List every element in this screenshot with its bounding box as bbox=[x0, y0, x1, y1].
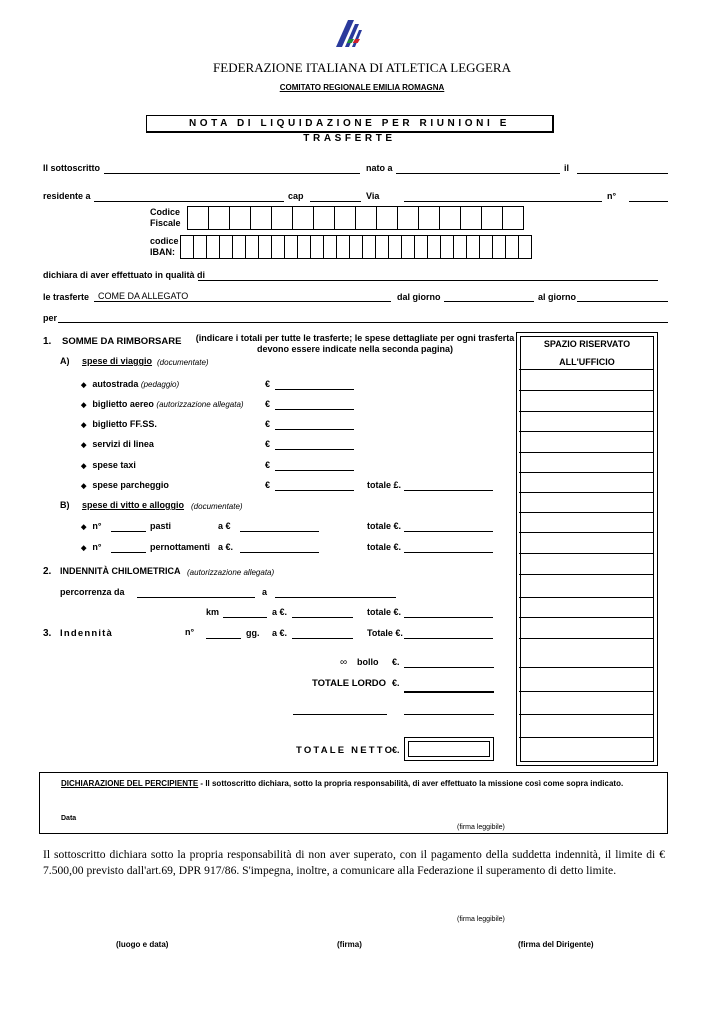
n-label: n° bbox=[92, 542, 102, 552]
declaration-text bbox=[61, 778, 623, 789]
per-field[interactable] bbox=[58, 322, 668, 323]
euro-sign: € bbox=[265, 439, 271, 449]
fidal-logo bbox=[334, 20, 374, 48]
luogo-data-label: (luogo e data) bbox=[116, 940, 169, 949]
nato-a-label: nato a bbox=[366, 163, 393, 173]
bollo-field[interactable] bbox=[404, 667, 494, 668]
percorrenza-to-field[interactable] bbox=[275, 597, 396, 598]
pernottamenti-total-field[interactable] bbox=[404, 552, 493, 553]
pasti-label: pasti bbox=[150, 521, 172, 531]
pasti-currency: a € bbox=[218, 521, 231, 531]
ffss-amount-field[interactable] bbox=[275, 429, 354, 430]
km-field[interactable] bbox=[223, 617, 267, 618]
indennita-total-field[interactable] bbox=[404, 638, 493, 639]
km-total-label: totale €. bbox=[367, 607, 402, 617]
indennita-rate-label: a €. bbox=[272, 628, 288, 638]
office-row bbox=[519, 597, 653, 598]
section-a-title: spese di viaggio bbox=[82, 356, 153, 366]
declaration-signature-label: (firma leggibile) bbox=[457, 824, 505, 831]
pernottamenti-count-field[interactable] bbox=[111, 552, 146, 553]
pasti-amount-field[interactable] bbox=[240, 531, 319, 532]
section-b-note: (documentate) bbox=[191, 502, 243, 511]
item-biglietto-ffss bbox=[81, 419, 157, 431]
residente-field[interactable] bbox=[94, 201, 284, 202]
km-label: km bbox=[206, 607, 220, 617]
office-row bbox=[519, 574, 653, 575]
office-row bbox=[519, 737, 653, 738]
office-title-1: SPAZIO RISERVATO bbox=[543, 339, 631, 349]
dal-giorno-field[interactable] bbox=[444, 301, 534, 302]
extra-field-1[interactable] bbox=[293, 714, 387, 715]
totale-lordo-field[interactable] bbox=[404, 691, 494, 693]
n-label: n° bbox=[92, 521, 102, 531]
office-row bbox=[519, 452, 653, 453]
item-note: (pedaggio) bbox=[140, 380, 180, 389]
section-a-total-field[interactable] bbox=[404, 490, 493, 491]
office-row bbox=[519, 714, 653, 715]
declaration-data-label: Data bbox=[61, 815, 77, 822]
item-note: (autorizzazione allegata) bbox=[156, 400, 244, 409]
bollo-currency: €. bbox=[392, 657, 400, 667]
km-rate-label: a €. bbox=[272, 607, 288, 617]
indennita-rate-field[interactable] bbox=[292, 638, 353, 639]
lordo-currency: €. bbox=[392, 678, 400, 688]
il-label: il bbox=[564, 163, 570, 173]
bullet-icon: ◆ bbox=[81, 382, 87, 389]
item-label: autostrada bbox=[92, 379, 139, 389]
trasferte-field[interactable] bbox=[94, 301, 391, 302]
item-autostrada bbox=[81, 379, 179, 391]
office-row bbox=[519, 532, 653, 533]
office-row bbox=[519, 667, 653, 668]
infinity-icon: ∞ bbox=[340, 657, 348, 668]
section1-note-2: devono essere indicate nella seconda pagina) bbox=[256, 344, 454, 354]
euro-sign: € bbox=[265, 399, 271, 409]
section3-number: 3. bbox=[43, 628, 52, 639]
totale-lordo-label: TOTALE LORDO bbox=[312, 678, 387, 689]
office-box bbox=[516, 332, 658, 766]
bullet-icon: ◆ bbox=[81, 442, 87, 449]
section2-note: (autorizzazione allegata) bbox=[187, 568, 275, 577]
via-label: Via bbox=[366, 191, 380, 201]
sottoscritto-label: Il sottoscritto bbox=[43, 163, 101, 173]
bullet-icon: ◆ bbox=[81, 463, 87, 470]
bullet-icon: ◆ bbox=[81, 545, 87, 552]
indennita-count-field[interactable] bbox=[206, 638, 241, 639]
birth-date-field[interactable] bbox=[577, 173, 668, 174]
servizi-amount-field[interactable] bbox=[275, 449, 354, 450]
form-title: NOTA DI LIQUIDAZIONE PER RIUNIONI E TRASFERTE bbox=[188, 118, 510, 144]
office-row bbox=[519, 492, 653, 493]
iban-label: codice IBAN: bbox=[150, 236, 179, 257]
pasti-total-label: totale €. bbox=[367, 521, 402, 531]
item-servizi-linea bbox=[81, 439, 154, 451]
section2-number: 2. bbox=[43, 566, 52, 577]
office-row bbox=[519, 411, 653, 412]
km-total-field[interactable] bbox=[404, 617, 493, 618]
al-giorno-label: al giorno bbox=[538, 292, 576, 302]
firma-dirigente-label: (firma del Dirigente) bbox=[518, 940, 594, 949]
firma-label: (firma) bbox=[337, 940, 362, 949]
netto-currency: €. bbox=[392, 745, 400, 755]
km-rate-field[interactable] bbox=[292, 617, 353, 618]
section2-title: INDENNITÀ CHILOMETRICA bbox=[60, 566, 181, 576]
section3-title: Indennità bbox=[60, 628, 114, 639]
qualita-field[interactable] bbox=[198, 280, 658, 281]
section-a-note: (documentate) bbox=[157, 358, 209, 367]
item-biglietto-aereo bbox=[81, 399, 244, 411]
section-b-title: spese di vitto e alloggio bbox=[82, 500, 185, 510]
dichiara-label: dichiara di aver effettuato in qualità di bbox=[43, 270, 206, 280]
trasferte-label: le trasferte bbox=[43, 292, 90, 302]
civic-number-field[interactable] bbox=[629, 201, 668, 202]
via-field[interactable] bbox=[404, 201, 602, 202]
item-label: biglietto aereo bbox=[92, 399, 154, 409]
totale-netto-inner bbox=[408, 741, 490, 757]
bullet-icon: ◆ bbox=[81, 524, 87, 531]
cap-label: cap bbox=[288, 191, 304, 201]
office-row bbox=[519, 512, 653, 513]
indennita-total-label: Totale €. bbox=[367, 628, 403, 638]
pasti-total-field[interactable] bbox=[404, 531, 493, 532]
indennita-n-label: n° bbox=[185, 627, 195, 637]
item-label: biglietto FF.SS. bbox=[92, 419, 157, 429]
section1-title: SOMME DA RIMBORSARE bbox=[62, 336, 182, 347]
office-row bbox=[519, 431, 653, 432]
al-giorno-field[interactable] bbox=[577, 301, 668, 302]
item-label: spese taxi bbox=[92, 460, 136, 470]
bullet-icon: ◆ bbox=[81, 422, 87, 429]
item-label: servizi di linea bbox=[92, 439, 154, 449]
euro-sign: € bbox=[265, 460, 271, 470]
pasti-count-field[interactable] bbox=[111, 531, 146, 532]
office-row bbox=[519, 369, 653, 370]
declaration-body: - Il sottoscritto dichiara, sotto la propria responsabilità, di aver effettuato la missione così come sopra indicato. bbox=[198, 779, 624, 788]
item-parcheggio bbox=[81, 480, 169, 492]
office-inner-frame bbox=[520, 336, 654, 762]
totale-netto-box[interactable] bbox=[404, 737, 494, 761]
euro-sign: € bbox=[265, 419, 271, 429]
pernottamenti-total-label: totale €. bbox=[367, 542, 402, 552]
sottoscritto-field[interactable] bbox=[104, 173, 360, 174]
office-title-2: ALL'UFFICIO bbox=[559, 357, 615, 367]
office-row bbox=[519, 691, 653, 692]
pernottamenti-row bbox=[81, 542, 102, 554]
iban-grid[interactable] bbox=[180, 235, 532, 259]
totale-netto-label: TOTALE NETTO bbox=[296, 745, 395, 756]
cap-field[interactable] bbox=[310, 201, 361, 202]
euro-sign: € bbox=[265, 480, 271, 490]
section-a-total-label: totale £. bbox=[367, 480, 402, 490]
section-a-label: A) bbox=[60, 356, 70, 366]
bullet-icon: ◆ bbox=[81, 402, 87, 409]
office-row bbox=[519, 472, 653, 473]
codice-fiscale-grid[interactable] bbox=[187, 206, 524, 230]
euro-sign: € bbox=[265, 379, 271, 389]
parcheggio-amount-field[interactable] bbox=[275, 490, 354, 491]
nato-a-field[interactable] bbox=[396, 173, 560, 174]
civic-number-label: n° bbox=[607, 191, 617, 201]
item-label: spese parcheggio bbox=[92, 480, 169, 490]
aereo-amount-field[interactable] bbox=[275, 409, 354, 410]
taxi-amount-field[interactable] bbox=[275, 470, 354, 471]
pernottamenti-currency: a €. bbox=[218, 542, 234, 552]
per-label: per bbox=[43, 313, 58, 323]
declaration-box bbox=[39, 772, 668, 834]
gg-label: gg. bbox=[246, 628, 260, 638]
office-row bbox=[519, 390, 653, 391]
trasferte-value: COME DA ALLEGATO bbox=[98, 291, 189, 301]
residente-label: residente a bbox=[43, 191, 91, 201]
percorrenza-to-label: a bbox=[262, 587, 268, 597]
pernottamenti-label: pernottamenti bbox=[150, 542, 211, 552]
form-title-box bbox=[146, 115, 554, 144]
percorrenza-label: percorrenza da bbox=[60, 587, 125, 597]
bullet-icon: ◆ bbox=[81, 483, 87, 490]
dal-giorno-label: dal giorno bbox=[397, 292, 441, 302]
item-taxi bbox=[81, 460, 136, 472]
autostrada-amount-field[interactable] bbox=[275, 389, 354, 390]
declaration-title: DICHIARAZIONE DEL PERCIPIENTE bbox=[61, 779, 199, 788]
section1-note-1: (indicare i totali per tutte le trasferte; le spese dettagliate per ogni trasferta bbox=[195, 333, 515, 343]
office-row bbox=[519, 617, 653, 618]
federation-title: FEDERAZIONE ITALIANA DI ATLETICA LEGGERA bbox=[213, 60, 511, 75]
office-row bbox=[519, 553, 653, 554]
limit-paragraph: Il sottoscritto dichiara sotto la propria responsabilità di non aver superato, con il pagamento della suddetta indennità, il limite di € 7.500,00 previsto dall'art.69, DPR 917/86. S'impegna, inoltre, a comunicare alla Federazione il superamento di detto limite. bbox=[43, 848, 665, 877]
section-b-label: B) bbox=[60, 500, 70, 510]
office-row bbox=[519, 638, 653, 639]
pasti-row bbox=[81, 521, 102, 533]
bollo-label: bollo bbox=[357, 657, 379, 667]
footer-firma-leggibile: (firma leggibile) bbox=[457, 916, 505, 923]
percorrenza-from-field[interactable] bbox=[137, 597, 255, 598]
pernottamenti-amount-field[interactable] bbox=[240, 552, 319, 553]
committee-title: COMITATO REGIONALE EMILIA ROMAGNA bbox=[279, 83, 445, 92]
section1-number: 1. bbox=[43, 336, 52, 347]
extra-field-2[interactable] bbox=[404, 714, 494, 715]
codice-fiscale-label: Codice Fiscale bbox=[150, 207, 181, 228]
